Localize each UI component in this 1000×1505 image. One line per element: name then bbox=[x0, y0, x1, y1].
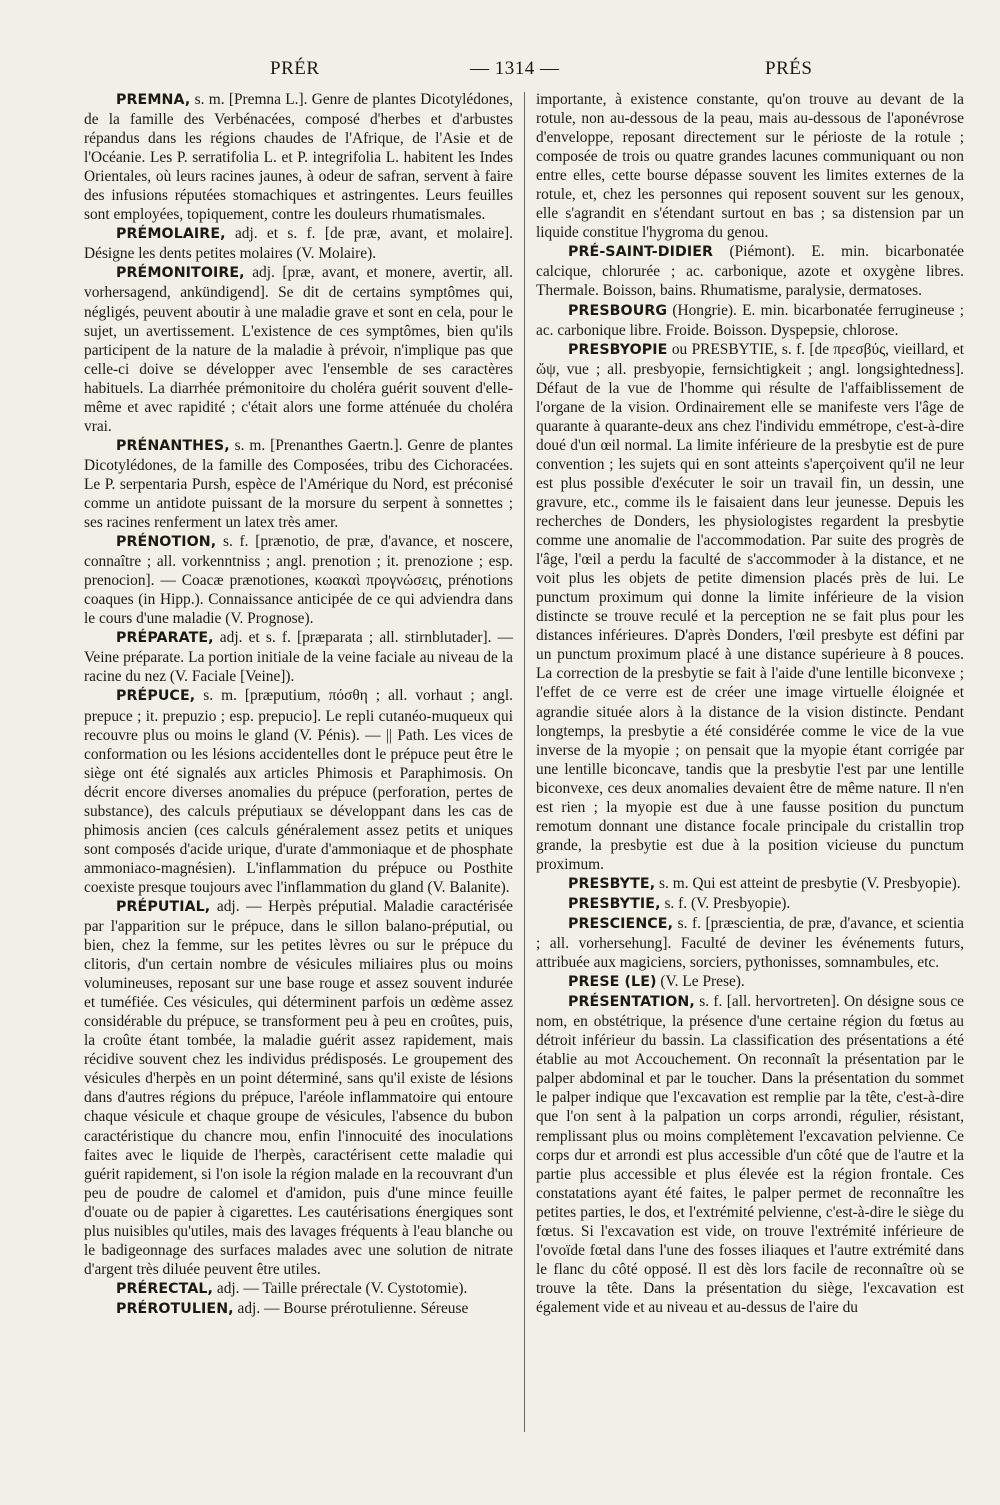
entry-headword: PRESCIENCE, bbox=[568, 916, 674, 933]
left-column bbox=[84, 90, 513, 1319]
dictionary-entry bbox=[84, 628, 513, 686]
dictionary-entry bbox=[84, 897, 513, 1279]
entry-definition: importante, à existence constante, qu'on trouve au devant de la rotule, non au-dessous de la peau, mais au-dessous de l'aponévrose d'enveloppe, reposant directement sur le périoste de la rotule ; composée de trois ou quatre grandes lacunes communiquant ou non entre elles, cette bourse dépasse souvent les limites externes de la rotule, et, chez les personnes qui reposent souvent sur les genoux, elle s'agrandit en s'étendant surtout en bas ; sa distension par un liquide constitue l'hygroma du genou. bbox=[536, 91, 964, 242]
entry-definition: adj. — Herpès préputial. Maladie caractérisée par l'apparition sur le prépuce, dans le sillon balano-préputial, ou bien, chez la femme, sur les petites lèvres ou sur le prépuce du clitoris, d'un certain nombre de vésicules miliaires plus ou moins volumineuses, reposant sur une base rouge et assez souvent indurée et tuméfiée. Ces vésicules, qui déterminent parfois un œdème assez considérable du prépuce, se transforment peu à peu en croûtes, puis, la croûte étant tombée, la maladie guérit assez rapidement, mais récidive souvent chez les individus prédisposés. Le groupement des vésicules d'herpès en un point déterminé, sans qu'il existe de lésions dans d'autres régions du prépuce, l'aréole inflammatoire qui entoure chaque vésicule et chaque groupe de vésicules, l'absence du bubon caractéristique du chancre mou, enfin l'innocuité des inoculations faites avec le liquide de l'herpès, caractérisent cette maladie qui guérit rapidement, si l'on isole la région malade en la recouvrant d'un peu de poudre de calomel et d'amidon, puis d'une mince feuille d'ouate ou de papier à cigarettes. Les cautérisations énergiques sont plus nuisibles qu'utiles, mais des lavages fréquents à l'eau blanche ou le badigeonnage des surfaces malades avec une solution de nitrate d'argent très diluée peuvent être utiles. bbox=[84, 897, 513, 1278]
dictionary-entry bbox=[84, 686, 513, 897]
entry-definition: s. f. [prænotio, de præ, d'avance, et noscere, connaître ; all. vorkenntniss ; angl. prenotion ; it. prenozione ; esp. prenocion]. — Coacæ prænotiones, κωακαὶ προγνώσεις, prénotions coaques (in Hipp.). Connaissance anticipée de ce qui adviendra dans le cours d'une maladie (V. Prognose). bbox=[84, 533, 513, 628]
entry-definition: s. f. [præscientia, de præ, d'avance, et scientia ; all. vorhersehung]. Faculté de deviner les événements futurs, attribuée aux magiciens, sorciers, pythonisses, somnambules, etc. bbox=[536, 915, 964, 972]
entry-headword: PRÉROTULIEN, bbox=[116, 1300, 234, 1317]
entry-definition: adj. — Bourse prérotulienne. Séreuse bbox=[233, 1299, 469, 1317]
dictionary-entry bbox=[536, 242, 964, 300]
dictionary-entry bbox=[536, 914, 964, 972]
dictionary-entry bbox=[536, 90, 964, 242]
entry-headword: PRÉ-SAINT-DIDIER bbox=[568, 244, 714, 261]
dictionary-entry bbox=[536, 340, 964, 874]
dictionary-entry bbox=[536, 301, 964, 340]
entry-definition: s. m. Qui est atteint de presbytie (V. Presbyopie). bbox=[655, 874, 961, 892]
dictionary-entry bbox=[84, 1299, 513, 1319]
entry-definition: ou PRESBYTIE, s. f. [de πρεσβύς, vieillard, et ὤψ, vue ; all. presbyopie, fernsichtigkeit ; angl. longsightedness]. Défaut de la vue de l'homme qui résulte de l'affaiblissement de l'organe de la vision. Ordinairement elle se manifeste vers l'âge de quarante à quarante-deux ans chez l'individu emmétrope, c'est-à-dire doué d'un œil normal. La limite inférieure de la presbytie est de pure convention ; les sujets qui en sont atteints s'aperçoivent qu'il ne leur est plus possible d'exécuter le soir un travail fin, un dessin, une gravure, etc., comme ils le faisaient dans leur jeunesse. Depuis les recherches de Donders, les physiologistes regardent la presbytie comme une anomalie de l'accommodation. Par suite des progrès de l'âge, l'œil a perdu la faculté de s'accommoder à la distance, et ne voit plus les objets de petite dimension placés près de lui. Le punctum proximum qui donne la limite inférieure de la vision distincte se trouve reculé et la perception ne se fait plus pour les distances inférieures. D'après Donders, l'œil presbyte est défini par un punctum proximum placé à une distance supérieure à 8 pouces. La correction de la presbytie se fait à l'aide d'une lentille biconvexe ; l'effet de ce verre est de créer une image virtuelle éloignée et agrandie située alors à la distance de la vision distincte. Pendant longtemps, la presbytie a été considérée comme le vice de la vue inverse de la myopie ; on pensait que la myopie étant corrigée par une lentille biconcave, tandis que la presbytie l'est par une lentille biconvexe, ces deux anomalies devaient être de même nature. Il n'en est rien ; la myopie est due à une fausse position du punctum remotum donnant une distance focale principale du cristallin trop grande, la presbytie est due à la position vicieuse du punctum proximum. bbox=[536, 340, 964, 873]
entry-definition: (Hongrie). E. min. bicarbonatée ferrugineuse ; ac. carbonique libre. Froide. Boisson. Dyspepsie, chlorose. bbox=[536, 301, 964, 339]
entry-headword: PREMNA, bbox=[116, 92, 191, 108]
entry-definition: adj. [præ, avant, et monere, avertir, all. vorhersagend, ankündigend]. Se dit de certains symptômes qui, négligés, peuvent aboutir à une maladie grave et sont en cela, pour le sujet, un avertissement. L'existence de ces symptômes, bien qu'ils participent de la nature de la maladie à prévoir, n'implique pas que celle-ci doive se développer avec l'ensemble de ses caractères habituels. La diarrhée prémonitoire du choléra guérit souvent d'elle-même et avec rapidité ; c'était alors une forme atténuée du choléra vrai. bbox=[84, 264, 513, 435]
entry-headword: PRESE (LE) bbox=[568, 974, 657, 991]
dictionary-entry bbox=[84, 436, 513, 532]
entry-headword: PRÉNANTHES, bbox=[116, 437, 230, 454]
dictionary-entry bbox=[84, 1279, 513, 1299]
dictionary-entry bbox=[536, 992, 964, 1317]
entry-definition: adj. et s. f. [præparata ; all. stirnblutader]. — Veine préparate. La portion initiale de la veine faciale au niveau de la racine du nez (V. Faciale [Veine]). bbox=[84, 629, 513, 686]
dictionary-entry bbox=[84, 263, 513, 435]
entry-headword: PRÉNOTION, bbox=[116, 534, 217, 551]
dictionary-entry bbox=[536, 874, 964, 894]
dictionary-entry bbox=[84, 532, 513, 628]
dictionary-entry bbox=[536, 972, 964, 992]
header-left-guide-word: PRÉR bbox=[270, 58, 320, 79]
entry-headword: PRÉMONITOIRE, bbox=[116, 265, 245, 282]
entry-headword: PRÉPUCE, bbox=[116, 688, 196, 705]
entry-headword: PRÉSENTATION, bbox=[568, 994, 695, 1011]
dictionary-entry bbox=[84, 224, 513, 263]
entry-definition: s. m. [Prenanthes Gaertn.]. Genre de plantes Dicotylédones, de la famille des Composées, tribu des Cichoracées. Le P. serpentaria Pursh, espèce de l'Amérique du Nord, est préconisé comme un antidote puissant de la morsure du serpent à sonnettes ; ses racines renferment un latex très amer. bbox=[84, 436, 513, 532]
entry-definition: (V. Le Prese). bbox=[656, 973, 745, 991]
entry-headword: PRESBYTE, bbox=[568, 875, 656, 892]
entry-headword: PRÉMOLAIRE, bbox=[116, 226, 226, 243]
page-number: — 1314 — bbox=[470, 58, 560, 79]
dictionary-entry bbox=[84, 90, 513, 224]
column-divider bbox=[524, 92, 525, 1432]
entry-definition: s. m. [Premna L.]. Genre de plantes Dicotylédones, de la famille des Verbénacées, composé d'herbes et d'arbustes répandus dans les régions chaudes de l'Afrique, de l'Asie et de l'Océanie. Les P. serratifolia L. et P. integrifolia L. habitent les Indes Orientales, où leurs racines jaunes, à odeur de safran, servent à faire des infusions réputées stomachiques et astringentes. Leurs feuilles sont employées, topiquement, contre les douleurs rhumatismales. bbox=[84, 91, 513, 224]
entry-headword: PRESBYTIE, bbox=[568, 895, 661, 912]
entry-headword: PRESBYOPIE bbox=[568, 341, 668, 358]
entry-headword: PRÉPARATE, bbox=[116, 630, 214, 647]
entry-headword: PRÉPUTIAL, bbox=[116, 898, 211, 915]
header-right-guide-word: PRÉS bbox=[765, 58, 813, 79]
entry-definition: s. f. (V. Presbyopie). bbox=[660, 894, 791, 912]
entry-definition: s. f. [all. hervortreten]. On désigne sous ce nom, en obstétrique, la présence d'une certaine région du fœtus au détroit inférieur du bassin. La classification des présentations a été établie au mot Accouchement. On reconnaît la présentation par le palper abdominal et par le toucher. Dans la présentation du sommet le palper indique que l'excavation est remplie par la tête, c'est-à-dire que l'on sent à la palpation un corps arrondi, régulier, résistant, remplissant plus ou moins complètement l'excavation pelvienne. Ce corps dur et arrondi est plus accessible d'un côté que de l'autre et la partie plus accessible et plus élevée est la région frontale. Ces constatations ayant été faites, le palper permet de reconnaître les petites parties, le dos, et l'extrémité pelvienne, c'est-à-dire le siège du fœtus. Si l'excavation est vide, on trouve l'extrémité inférieure de l'ovoïde fœtal dans l'une des fosses iliaques et l'autre extrémité dans le flanc du côté opposé. Il est dès lors facile de reconnaître où se trouve la tête. Dans la présentation du siège, l'excavation est également vide et au niveau et au-dessus de l'aire du bbox=[536, 993, 964, 1316]
dictionary-entry bbox=[536, 894, 964, 914]
entry-headword: PRESBOURG bbox=[568, 302, 668, 319]
right-column bbox=[536, 90, 964, 1317]
entry-headword: PRÉRECTAL, bbox=[116, 1280, 214, 1297]
running-header bbox=[0, 58, 1000, 88]
entry-definition: adj. et s. f. [de præ, avant, et molaire]. Désigne les dents petites molaires (V. Molaire). bbox=[84, 225, 513, 263]
entry-definition: s. m. [præputium, πόσθη ; all. vorhaut ; angl. prepuce ; it. prepuzio ; esp. prepucio]. Le repli cutanéo-muqueux qui recouvre plus ou moins le gland (V. Pénis). — || Path. Les vices de conformation ou les lésions accidentelles dont le prépuce peut être le siège ont été signalés aux articles Phimosis et Paraphimosis. On décrit encore diverses anomalies du prépuce (perforation, pertes de substance), des calculs préputiaux se développant dans les cas de phimosis ancien (ces calculs généralement assez petits et uniques sont composés d'acide urique, d'urate d'ammoniaque et de phosphate ammoniaco-magnésien). L'inflammation du prépuce ou Posthite coexiste presque toujours avec l'inflammation du gland (V. Balanite). bbox=[84, 687, 513, 896]
entry-definition: (Piémont). E. min. bicarbonatée calcique, chlorurée ; ac. carbonique, azote et oxygène libres. Thermale. Boisson, bains. Rhumatisme, paralysie, dermatoses. bbox=[536, 243, 964, 300]
entry-definition: adj. — Taille prérectale (V. Cystotomie). bbox=[213, 1279, 468, 1297]
